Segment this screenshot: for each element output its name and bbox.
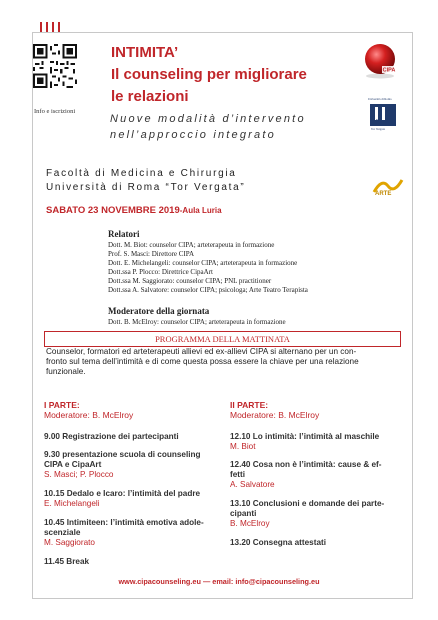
faculty-line-2: Università di Roma “Tor Vergata”	[46, 182, 246, 193]
svg-text:Tor Vergata: Tor Vergata	[371, 127, 385, 131]
programma-intro	[46, 347, 396, 378]
intro-line: Counselor, formatori ed arteterapeuti allievi ed ex-allievi CIPA si alternano per un con-	[46, 347, 357, 356]
schedule-item: 11.45 Break	[44, 557, 90, 566]
left-moderator: Moderatore: B. McElroy	[44, 410, 134, 420]
schedule-item-cont: cipanti	[230, 509, 257, 518]
cipa-logo	[360, 40, 400, 80]
schedule-item-cont: scenziale	[44, 528, 81, 537]
subtitle-line-1: Nuove modalità d’intervento	[110, 113, 306, 125]
cipa-art-logo	[372, 176, 404, 198]
schedule-item-cont: CIPA e CipaArt	[44, 460, 102, 469]
relatore-item: Prof. S. Masci: Direttore CIPA	[108, 250, 195, 258]
intro-line: fronto sul tema dell’intimità e di come questa possa essere la chiave per una relazione	[46, 357, 359, 367]
event-place: -Aula Luria	[179, 206, 222, 215]
relatore-item: Dott.ssa P. Plocco: Direttrice CipaArt	[108, 268, 213, 276]
event-date	[46, 205, 222, 216]
relatore-item: Dott.ssa A. Salvatore: counselor CIPA; psicologa; Arte Teatro Terapista	[108, 286, 308, 294]
decorative-red-lines	[40, 22, 70, 32]
schedule-item: 13.10 Conclusioni e domande dei parte-	[230, 499, 385, 508]
schedule-speaker: M. Biot	[230, 442, 256, 451]
schedule-speaker: M. Saggiorato	[44, 538, 95, 547]
right-part-heading: II PARTE:	[230, 400, 269, 410]
title-line-2: Il counseling per migliorare	[111, 66, 307, 83]
faculty-line-1: Facoltà di Medicina e Chirurgia	[46, 168, 237, 179]
relatore-item: Dott.ssa M. Saggiorato: counselor CIPA; PNL practitioner	[108, 277, 272, 285]
schedule-speaker: S. Masci; P. Plocco	[44, 470, 114, 479]
relatore-item: Dott. M. Biot: counselor CIPA; arteterapeuta in formazione	[108, 241, 275, 249]
qr-label: Info e iscrizioni	[34, 108, 76, 115]
intro-line: funzionale.	[46, 367, 86, 377]
schedule-speaker: B. McElroy	[230, 519, 270, 528]
schedule-item: 10.45 Intimiteen: l’intimità emotiva adole-	[44, 518, 204, 527]
title-line-3: le relazioni	[111, 88, 189, 105]
tor-vergata-logo	[366, 96, 400, 132]
schedule-item-cont: fetti	[230, 470, 246, 479]
schedule-item: 13.20 Consegna attestati	[230, 538, 327, 547]
footer-contacts[interactable]: www.cipacounseling.eu — email: info@cipacounseling.eu	[118, 577, 320, 586]
svg-text:Università di Roma: Università di Roma	[368, 97, 392, 101]
title-line-1: INTIMITA’	[111, 44, 179, 61]
right-moderator: Moderatore: B. McElroy	[230, 410, 320, 420]
qr-code-icon[interactable]	[33, 44, 77, 88]
event-date-text: SABATO 23 NOVEMBRE 2019	[46, 205, 180, 216]
left-part-heading: I PARTE:	[44, 400, 80, 410]
relatori-heading: Relatori	[108, 229, 140, 239]
cipa-art-logo-text: ARTE	[375, 191, 392, 197]
relatore-item: Dott. E. Michelangeli: counselor CIPA; arteterapeuta in formazione	[108, 259, 298, 267]
programma-title: PROGRAMMA DELLA MATTINATA	[44, 331, 401, 347]
schedule-item: 9.00 Registrazione dei partecipanti	[44, 432, 179, 441]
subtitle-line-2: nell’approccio integrato	[110, 129, 276, 141]
schedule-item: 12.10 Lo intimità: l’intimità al maschile	[230, 432, 380, 441]
schedule-item: 10.15 Dedalo e Icaro: l’intimità del padre	[44, 489, 201, 498]
schedule-item: 12.40 Cosa non è l’intimità: cause & ef-	[230, 460, 382, 469]
moderatore-heading: Moderatore della giornata	[108, 306, 210, 316]
schedule-item: 9.30 presentazione scuola di counseling	[44, 450, 201, 459]
cipa-logo-text: CIPA	[382, 67, 396, 74]
moderatore-text: Dott. B. McElroy: counselor CIPA; arteterapeuta in formazione	[108, 318, 286, 326]
schedule-speaker: A. Salvatore	[230, 480, 275, 489]
schedule-speaker: E. Michelangeli	[44, 499, 100, 508]
